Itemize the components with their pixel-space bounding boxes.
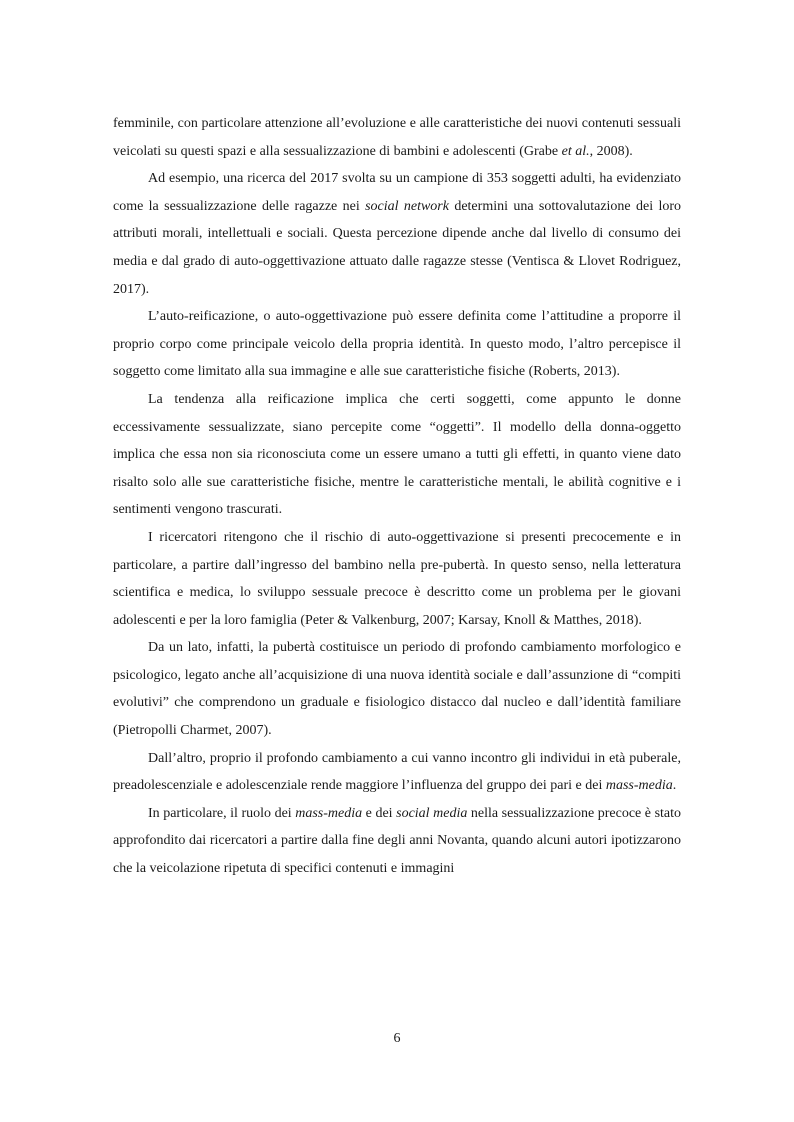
text-run: femminile, con particolare attenzione all’evoluzione e alle caratteristiche dei nuovi contenuti sessuali veicolati su questi spazi e alla sessualizzazione di bambini e adolescenti (Grabe [113, 116, 681, 159]
text-run-italic: social network [365, 198, 449, 214]
text-run-italic: et al. [561, 143, 590, 159]
text-run: L’auto-reificazione, o auto-oggettivazione può essere definita come l’attitudine a proporre il proprio corpo come principale veicolo della propria identità. In questo modo, l’altro percepisce il soggetto come limitato alla sua immagine e alle sue caratteristiche fisiche (Roberts, 2013). [113, 309, 681, 380]
paragraph [113, 386, 681, 524]
text-run: e dei [362, 805, 397, 821]
paragraph [113, 303, 681, 386]
text-run: . [672, 778, 677, 794]
paragraph [113, 634, 681, 744]
page-number: 6 [393, 1031, 401, 1046]
text-run-italic: mass-media [605, 778, 673, 794]
text-run: Da un lato, infatti, la pubertà costituisce un periodo di profondo cambiamento morfologico e psicologico, legato anche all’acquisizione di una nuova identità sociale e dall’assunzione di “compiti evolutivi” che comprendono un graduale e fisiologico distacco dal nucleo e dall’identità familiare (Pietropolli Charmet, 2007). [113, 640, 681, 739]
body-text [113, 110, 681, 883]
text-run: nella sessualizzazione precoce è stato approfondito dai ricercatori a partire dalla fine degli anni Novanta, quando alcuni autori ipotizzarono che la veicolazione ripetuta di specifici contenuti e immagini [113, 805, 682, 877]
paragraph [113, 745, 681, 800]
text-run: I ricercatori ritengono che il rischio di auto-oggettivazione si presenti precocemente e in particolare, a partire dall’ingresso del bambino nella pre-pubertà. In questo senso, nella letteratura scientifica e medica, lo sviluppo sessuale precoce è descritto come un problema per le giovani adolescenti e per la loro famiglia (Peter & Valkenburg, 2007; Karsay, Knoll & Matthes, 2018). [113, 529, 681, 628]
text-run: , 2008). [589, 143, 633, 159]
text-run: In particolare, il ruolo dei [148, 805, 296, 821]
paragraph [113, 165, 681, 303]
paragraph [113, 524, 681, 634]
text-run: La tendenza alla reificazione implica che certi soggetti, come appunto le donne eccessivamente sessualizzate, siano percepite come “oggetti”. Il modello della donna-oggetto implica che essa non sia riconosciuta come un essere umano a tutti gli effetti, in quanto viene dato risalto solo alle sue caratteristiche fisiche, mentre le caratteristiche mentali, le abilità cognitive e i sentimenti vengono trascurati. [113, 391, 681, 518]
text-run: Dall’altro, proprio il profondo cambiamento a cui vanno incontro gli individui in età puberale, preadolescenziale e adolescenziale rende maggiore l’influenza del gruppo dei pari e dei [113, 750, 681, 794]
paragraph [113, 800, 681, 883]
text-run: determini una sottovalutazione dei loro attributi morali, intellettuali e sociali. Questa percezione dipende anche dal livello di consumo dei media e dal grado di auto-oggettivazione attuato dalle ragazze stesse (Ventisca & Llovet Rodriguez, 2017). [113, 198, 681, 297]
paragraph [113, 110, 681, 165]
text-run-italic: mass-media [295, 805, 363, 821]
text-run-italic: social media [396, 805, 468, 821]
text-run: Ad esempio, una ricerca del 2017 svolta su un campione di 353 soggetti adulti, ha evidenziato come la sessualizzazione delle ragazze nei [113, 171, 681, 214]
